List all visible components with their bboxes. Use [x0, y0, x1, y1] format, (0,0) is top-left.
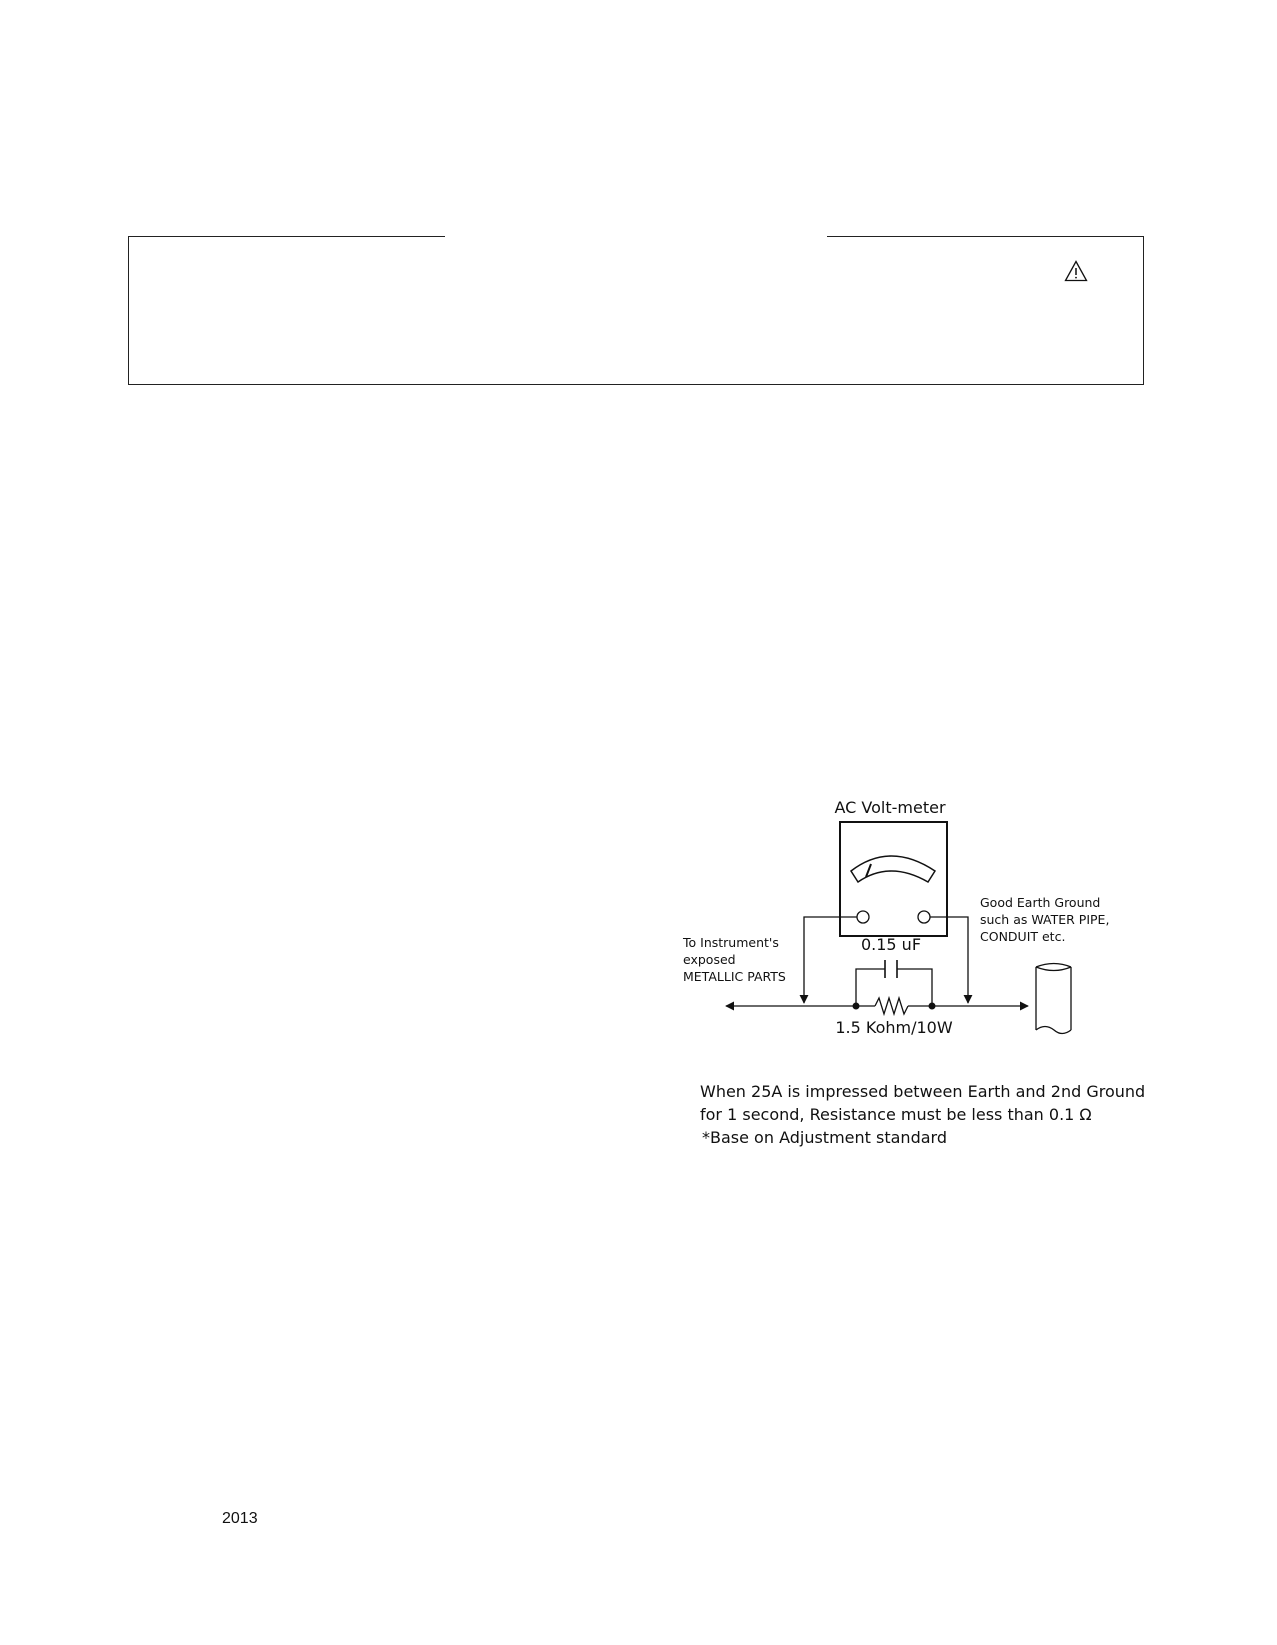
caption-line: for 1 second, Resistance must be less than 0.1 Ω — [700, 1105, 1092, 1124]
capacitor-branch-left — [856, 969, 885, 1006]
caption-line: When 25A is impressed between Earth and 2nd Ground — [700, 1082, 1146, 1101]
meter-scale — [851, 856, 935, 882]
capacitor-branch-right — [897, 969, 932, 1006]
leakage-test-diagram — [670, 790, 1140, 1080]
instrument-label-line: METALLIC PARTS — [683, 969, 786, 984]
instrument-label-line: exposed — [683, 952, 736, 967]
meter-terminal-right — [918, 911, 930, 923]
notice-box-top-border-left — [128, 236, 445, 237]
junction-dot-left — [853, 1003, 860, 1010]
resistor-symbol — [875, 998, 908, 1014]
water-pipe-icon — [1036, 964, 1071, 1034]
ground-label-line: CONDUIT etc. — [980, 929, 1066, 944]
warning-triangle-icon — [1064, 260, 1088, 282]
ground-label — [980, 895, 1113, 944]
left-probe-lead — [804, 917, 857, 1003]
footer-year: 2013 — [222, 1510, 258, 1527]
instrument-label-line: To Instrument's — [683, 935, 779, 950]
meter-terminal-left — [857, 911, 869, 923]
capacitor-label: 0.15 uF — [860, 935, 922, 954]
notice-box-top-border-right — [827, 236, 1144, 237]
ground-label-line: such as WATER PIPE, — [980, 912, 1110, 927]
meter-label: AC Volt-meter — [834, 798, 946, 817]
caption-line: *Base on Adjustment standard — [702, 1128, 947, 1147]
ground-label-line: Good Earth Ground — [980, 895, 1101, 910]
diagram-caption — [700, 1080, 1146, 1149]
junction-dot-right — [929, 1003, 936, 1010]
right-probe-lead — [930, 917, 968, 1003]
resistor-label: 1.5 Kohm/10W — [835, 1018, 953, 1037]
notice-box — [128, 236, 1144, 385]
instrument-label — [682, 935, 786, 984]
